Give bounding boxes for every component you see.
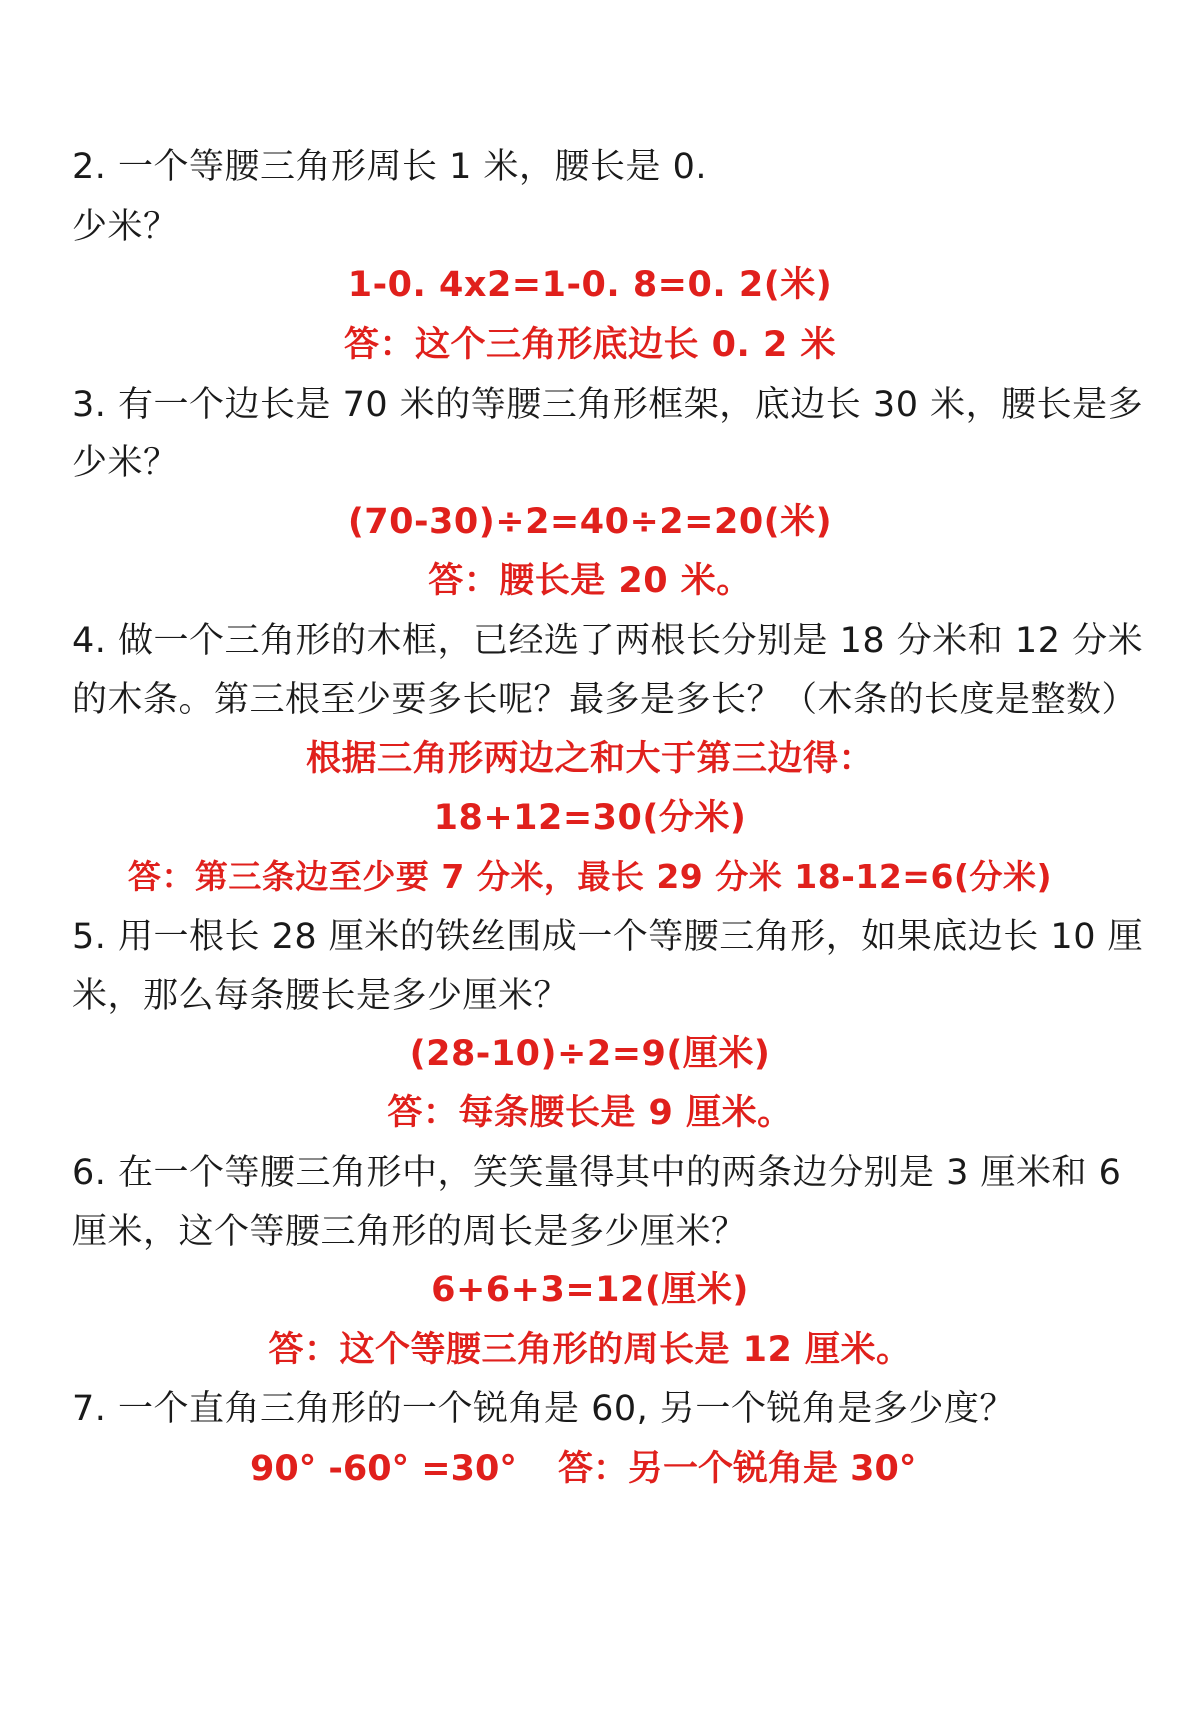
problem-2-question-line-1: 2. 一个等腰三角形周长 1 米，腰长是 0.	[72, 147, 708, 187]
problem-5-question-line-2: 米，那么每条腰长是多少厘米？	[72, 976, 570, 1016]
problem-5-question-line-1: 5. 用一根长 28 厘米的铁丝围成一个等腰三角形，如果底边长 10 厘	[72, 917, 1144, 957]
problem-3-question-line-1: 3. 有一个边长是 70 米的等腰三角形框架，底边长 30 米，腰长是多	[72, 385, 1144, 425]
problem-4-reasoning: 根据三角形两边之和大于第三边得：	[305, 739, 874, 779]
problem-3-question-line-2: 少米？	[72, 443, 179, 483]
problem-4-solution: 18+12=30(分米)	[433, 798, 747, 838]
problem-2-question-line-2: 少米？	[72, 207, 179, 247]
problem-2-solution: 1-0. 4x2=1-0. 8=0. 2(米)	[347, 265, 833, 305]
problem-7-answer: 答：另一个锐角是 30°	[558, 1449, 917, 1489]
problem-7-solution: 90° -60° =30°	[250, 1449, 517, 1489]
problem-5-solution: (28-10)÷2=9(厘米)	[409, 1034, 771, 1074]
problem-6-solution: 6+6+3=12(厘米)	[431, 1270, 749, 1310]
problem-4-answer: 答：第三条边至少要 7 分米，最长 29 分米 18-12=6(分米)	[127, 857, 1053, 896]
problem-2-answer: 答：这个三角形底边长 0. 2 米	[343, 325, 837, 365]
problem-4-question-line-1: 4. 做一个三角形的木框，已经选了两根长分别是 18 分米和 12 分米	[72, 621, 1144, 661]
problem-3-solution: (70-30)÷2=40÷2=20(米)	[347, 502, 833, 542]
problem-6-question-line-1: 6. 在一个等腰三角形中，笑笑量得其中的两条边分别是 3 厘米和 6	[72, 1153, 1122, 1193]
problem-7-question-line-1: 7. 一个直角三角形的一个锐角是 60, 另一个锐角是多少度？	[72, 1389, 1015, 1429]
problem-3-answer: 答：腰长是 20 米。	[428, 561, 752, 601]
problem-6-answer: 答：这个等腰三角形的周长是 12 厘米。	[268, 1330, 912, 1370]
problem-5-answer: 答：每条腰长是 9 厘米。	[387, 1093, 793, 1133]
problem-4-question-line-2: 的木条。第三根至少要多长呢？最多是多长？（木条的长度是整数）	[72, 680, 1138, 720]
problem-6-question-line-2: 厘米，这个等腰三角形的周长是多少厘米？	[72, 1212, 747, 1252]
